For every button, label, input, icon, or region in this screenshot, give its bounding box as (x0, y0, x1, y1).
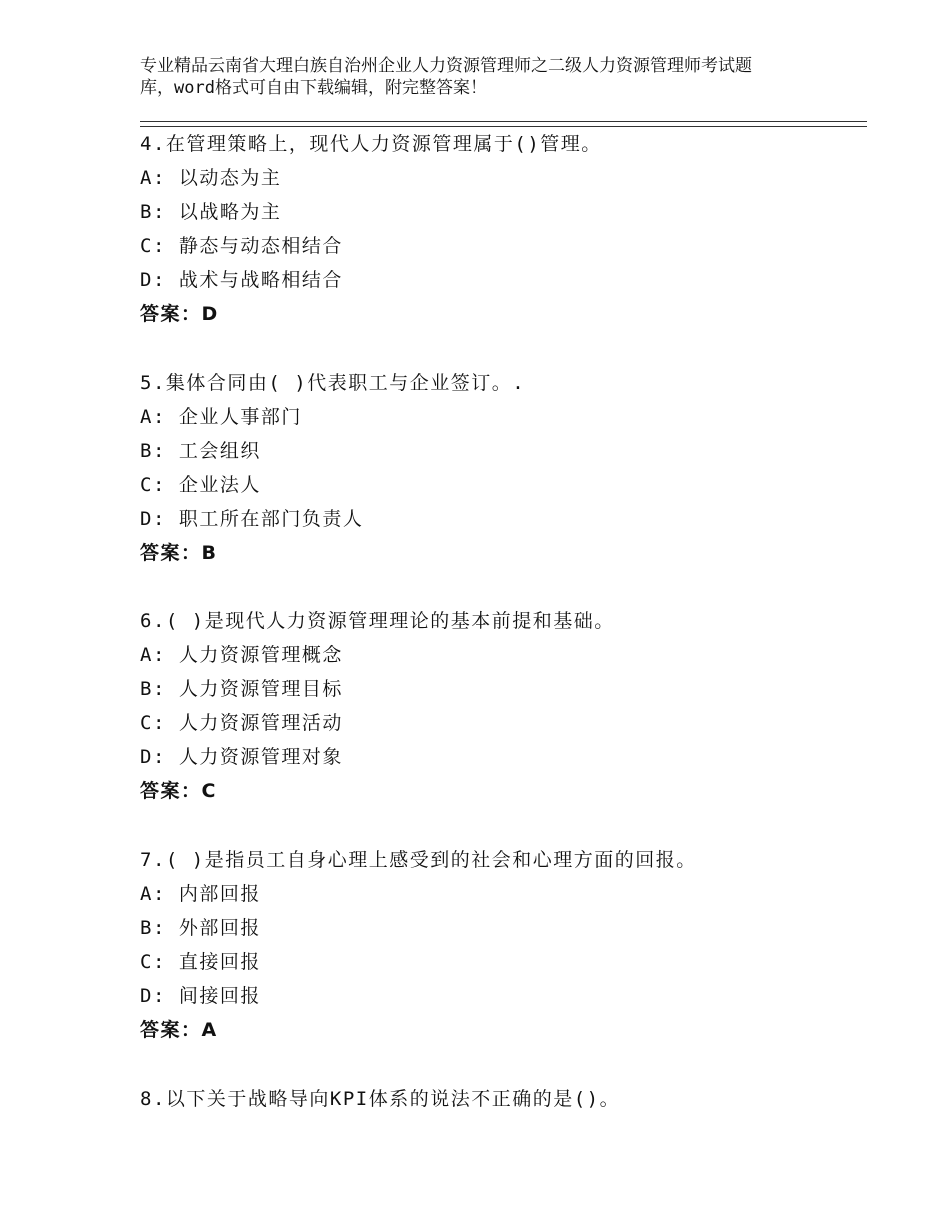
option-c: C: 直接回报 (140, 951, 261, 973)
question-5 (140, 366, 870, 570)
option-b: B: 人力资源管理目标 (140, 678, 343, 700)
option-d: D: 人力资源管理对象 (140, 746, 343, 768)
question-7 (140, 843, 870, 1047)
option-c: C: 人力资源管理活动 (140, 712, 343, 734)
question-stem: 7.( )是指员工自身心理上感受到的社会和心理方面的回报。 (140, 849, 697, 871)
header-line-1: 专业精品云南省大理白族自治州企业人力资源管理师之二级人力资源管理师考试题 (140, 56, 752, 76)
question-8 (140, 1082, 870, 1116)
option-a: A: 企业人事部门 (140, 406, 302, 428)
header-divider-top (140, 121, 867, 122)
header-line-2: 库，word格式可自由下载编辑，附完整答案！ (140, 78, 487, 98)
option-d: D: 战术与战略相结合 (140, 269, 343, 291)
question-4 (140, 127, 870, 331)
option-b: B: 以战略为主 (140, 201, 282, 223)
option-d: D: 职工所在部门负责人 (140, 508, 364, 530)
answer: 答案：B (140, 542, 218, 564)
question-stem: 6.( )是现代人力资源管理理论的基本前提和基础。 (140, 610, 615, 632)
question-stem: 5.集体合同由( )代表职工与企业签订。. (140, 372, 526, 394)
document-header (140, 55, 840, 99)
option-a: A: 以动态为主 (140, 167, 282, 189)
answer: 答案：A (140, 1019, 218, 1041)
answer: 答案：C (140, 780, 217, 802)
option-a: A: 人力资源管理概念 (140, 644, 343, 666)
option-b: B: 外部回报 (140, 917, 261, 939)
question-stem: 8.以下关于战略导向KPI体系的说法不正确的是()。 (140, 1088, 621, 1110)
option-d: D: 间接回报 (140, 985, 261, 1007)
option-c: C: 静态与动态相结合 (140, 235, 343, 257)
option-b: B: 工会组织 (140, 440, 261, 462)
option-a: A: 内部回报 (140, 883, 261, 905)
question-6 (140, 604, 870, 808)
answer: 答案：D (140, 303, 219, 325)
option-c: C: 企业法人 (140, 474, 261, 496)
question-stem: 4.在管理策略上，现代人力资源管理属于()管理。 (140, 133, 602, 155)
